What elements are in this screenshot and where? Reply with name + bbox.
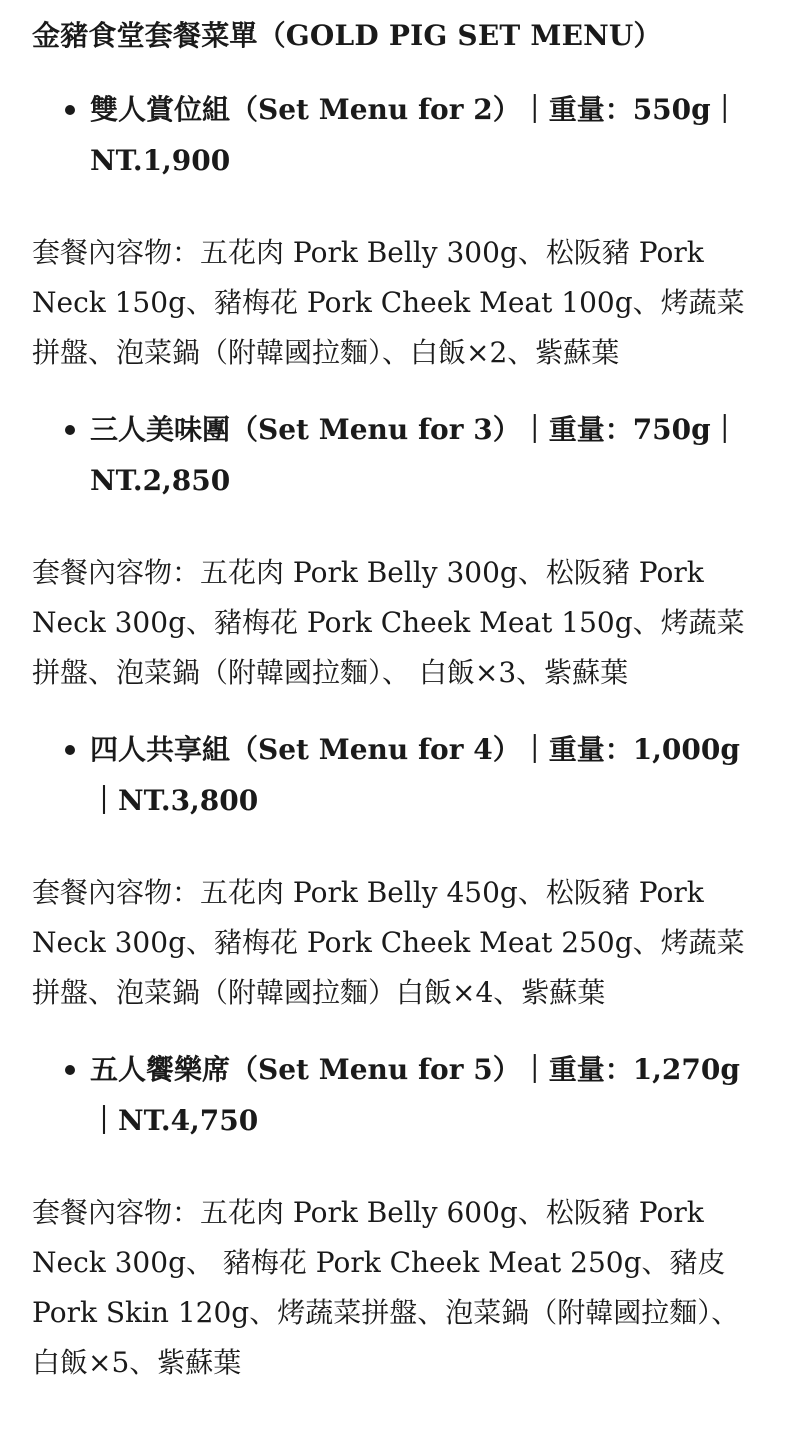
set-section-2 — [32, 84, 768, 378]
set-contents: 套餐內容物：五花肉 Pork Belly 300g、松阪豬 Pork Neck 150g、豬梅花 Pork Cheek Meat 100g、烤蔬菜拼盤、泡菜鍋（附韓國拉麵）、白飯×2、紫蘇葉 — [32, 236, 745, 369]
set-section-3 — [32, 404, 768, 698]
set-section-5 — [32, 1044, 768, 1388]
set-list — [32, 84, 768, 186]
set-heading-text: 四人共享組（Set Menu for 4）｜重量：1,000g｜NT.3,800 — [90, 733, 740, 817]
set-heading-text: 雙人賞位組（Set Menu for 2）｜重量：550g｜NT.1,900 — [90, 93, 739, 177]
bullet-icon — [65, 745, 75, 755]
set-section-4 — [32, 724, 768, 1018]
set-list — [32, 724, 768, 826]
page-title: 金豬食堂套餐菜單（GOLD PIG SET MENU） — [32, 19, 662, 52]
set-item-heading — [32, 1044, 768, 1146]
set-contents: 套餐內容物：五花肉 Pork Belly 300g、松阪豬 Pork Neck 300g、豬梅花 Pork Cheek Meat 150g、烤蔬菜拼盤、泡菜鍋（附韓國拉麵）、 白飯×3、紫蘇葉 — [32, 556, 745, 689]
set-item-heading — [32, 404, 768, 506]
bullet-icon — [65, 105, 75, 115]
set-heading-text: 五人饗樂席（Set Menu for 5）｜重量：1,270g｜NT.4,750 — [90, 1053, 740, 1137]
set-list — [32, 1044, 768, 1146]
set-item-heading — [32, 84, 768, 186]
bullet-icon — [65, 1065, 75, 1075]
set-contents: 套餐內容物：五花肉 Pork Belly 450g、松阪豬 Pork Neck 300g、豬梅花 Pork Cheek Meat 250g、烤蔬菜拼盤、泡菜鍋（附韓國拉麵）白飯×4、紫蘇葉 — [32, 876, 745, 1009]
set-heading-text: 三人美味團（Set Menu for 3）｜重量：750g｜NT.2,850 — [90, 413, 739, 497]
set-item-heading — [32, 724, 768, 826]
bullet-icon — [65, 425, 75, 435]
set-contents: 套餐內容物：五花肉 Pork Belly 600g、松阪豬 Pork Neck 300g、 豬梅花 Pork Cheek Meat 250g、豬皮 Pork Skin 120g、烤蔬菜拼盤、泡菜鍋（附韓國拉麵）、 白飯×5、紫蘇葉 — [32, 1196, 740, 1379]
set-list — [32, 404, 768, 506]
